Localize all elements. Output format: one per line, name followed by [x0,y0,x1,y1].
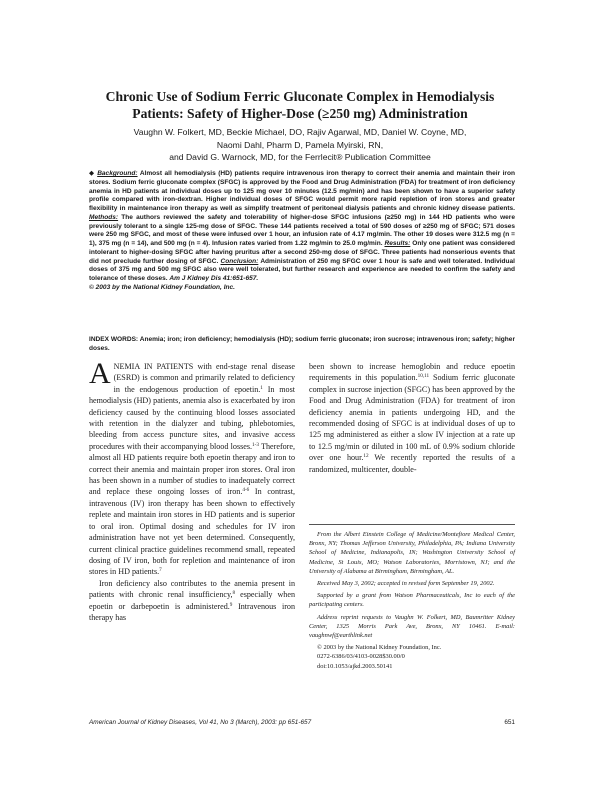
page-footer [89,718,515,727]
results-text: Only one patient was considered intolerant to higher-dosing SFGC after having pruritus after a second 250-mg dose of SFGC. Three patients had nonserious events that did not preclude further dosing of SFGC. [89,240,516,265]
author-list [60,126,540,164]
abstract-bullet-icon: ◆ [89,170,95,177]
body-left-column [89,357,296,623]
body-paragraph-3 [309,361,515,475]
body-paragraph-1 [89,357,295,578]
body-text: We recently reported the results of a randomized, multicenter, double- [309,453,515,474]
footnote-support: Supported by a grant from Watson Pharmaceuticals, Inc to each of the participating centers. [309,592,515,609]
article-title [60,88,540,122]
footnote-copyright: © 2003 by the National Kidney Foundation, Inc. [317,644,442,652]
body-text: Iron deficiency also contributes to the anemia present in patients with chronic renal insufficiency, [89,578,295,600]
footnote-doi: doi:10.1053/ajkd.2003.50141 [317,662,393,670]
abstract [89,170,515,293]
background-text: Almost all hemodialysis (HD) patients require intravenous iron therapy to correct their anemia and maintain their iron stores. Sodium ferric gluconate complex (SFGC) is approved by the Food and Drug Administration (FDA) for treatment of iron deficiency anemia in HD patients at individual doses up to 125 mg over 10 minutes (12.5 mg/min) and has been shown to have a superior safety profile compared with iron-dextran. Higher individual doses of SFGC would permit more rapid repletion of iron stores and greater flexibility in maintenance iron therapy as well as simplify treatment of peritoneal dialysis patients and chronic kidney disease patients. [89,170,515,212]
body-text: In most hemodialysis (HD) patients, anemia also is exacerbated by iron deficiency caused by the continuing blood losses associated with retention in the dialyzer and tubing, phlebotomies, bleeding from access puncture sites, and invasive access procedures with their accompanying blood losses. [89,384,295,451]
conclusion-text: Administration of 250 mg SFGC over 1 hour is safe and well tolerated. Individual doses of 375 mg and 500 mg SFGC also were well tolerated, but further research and experience are needed to confirm the safety and tolerance of these doses. [89,257,516,282]
body-right-column [309,361,515,475]
footnote-reprints: Address reprint requests to Vaughn W. Folkert, MD, Baumritter Kidney Center, 1325 Morris Park Ave, Bronx, NY 10461. E-mail: vaughnwf@earthlink.net [309,613,515,640]
citation-ref: 8 [232,590,236,597]
index-words-text: Anemia; iron; iron deficiency; hemodialysis (HD); sodium ferric gluconate; iron sucrose; intravenous iron; safety; higher doses. [89,336,515,352]
footnote-divider [309,524,515,525]
abstract-citation: Am J Kidney Dis 41:651-657. [169,275,259,282]
author-line-2: Naomi Dahl, Pharm D, Pamela Myirski, RN, [216,139,384,150]
body-text: been shown to increase hemoglobin and reduce epoetin requirements in this population. [309,362,515,383]
results-heading: Results: [384,240,411,247]
body-text: especially when epoetin or darbepoetin is administered. [89,590,295,611]
index-words [89,336,515,354]
body-text: NEMIA IN PATIENTS with end-stage renal disease (ESRD) is common and primarily related to deficiency in the endogenous production of epoetin. [113,362,295,394]
article-title-line-1: Chronic Use of Sodium Ferric Gluconate Complex in Hemodialysis [105,89,495,104]
citation-ref: 9 [229,601,233,608]
author-line-1: Vaughn W. Folkert, MD, Beckie Michael, DO, Rajiv Agarwal, MD, Daniel W. Coyne, MD, [133,127,467,137]
conclusion-heading: Conclusion: [220,257,259,265]
citation-ref: 10,11 [417,373,430,380]
methods-text: The authors reviewed the safety and tolerability of higher-dose SFGC infusions (≥250 mg) in 144 HD patients who were previously tolerant to a single 125-mg dose of SFGC. These 144 patients received a total of 590 doses of ≥250 mg of SFGC; 571 doses were 250 mg SFGC, and most of these were infused over 1 hour, an infusion rate of 4.17 mg/min. The other 19 doses were 312.5 mg (n = 1), 375 mg (n = 14), and 500 mg (n = 4). Infusion rates varied from 1.22 mg/min to 25.0 mg/min. [89,213,515,247]
body-text: Therefore, almost all HD patients require both epoetin therapy and iron to correct their anemia and maintain proper iron stores. Oral iron has been shown in a number of studies to inadequately correct and replace these ongoing losses of iron. [89,441,295,497]
footnotes [309,530,515,671]
journal-citation: American Journal of Kidney Diseases, Vol 41, No 3 (March), 2003: pp 651-657 [89,719,312,726]
article-title-line-2: Patients: Safety of Higher-Dose (≥250 mg) Administration [132,106,468,121]
footnote-received: Received May 3, 2002; accepted in revised form September 19, 2002. [317,580,495,588]
body-text: In contrast, intravenous (IV) iron therapy has been shown to effectively replete and maintain iron stores in HD patients and is superior to oral iron. Optimal dosing and schedules for IV iron administration have not yet been determined. Consequently, current clinical practice guidelines recommend small, repeated dosing of IV iron, both for repletion and maintenance of iron stores in HD patients. [89,487,295,577]
body-text: Sodium ferric gluconate complex in sucrose injection (SFGC) has been approved by the Food and Drug Administration (FDA) for treatment of iron deficiency anemia in patients undergoing HD, and the recommended dosing of SFGC is at individual doses of up to 125 mg administered as either a slow IV injection at a rate up to 12.5 mg/min or diluted in 100 mL of 0.9% sodium chloride over one hour. [309,373,515,463]
body-paragraph-2 [89,578,295,624]
footnote-affiliations: From the Albert Einstein College of Medicine/Montefiore Medical Center, Bronx, NY; Thomas Jefferson University, Philadelphia, PA; Indiana University School of Medicine, Indianapolis, IN; Washington University School of Medicine, St Louis, MO; Watson Laboratories, Morristown, NJ; and the University of Alabama at Birmingham, Birmingham, AL. [309,531,515,575]
citation-ref: 12 [363,453,369,460]
citation-ref: 1-3 [252,441,259,448]
citation-ref: 1 [260,384,263,391]
body-text: Intravenous iron therapy has [89,601,296,622]
citation-ref: 7 [159,567,162,574]
footnote-issn: 0272-6386/03/4103-0028$30.00/0 [317,653,405,661]
citation-ref: 4-6 [242,487,250,494]
author-line-3: and David G. Warnock, MD, for the Ferrlecit® Publication Committee [169,152,431,163]
abstract-copyright: © 2003 by the National Kidney Foundation, Inc. [89,283,235,291]
methods-heading: Methods: [89,213,119,221]
page-number: 651 [504,719,515,726]
index-words-label: INDEX WORDS: [89,336,139,343]
background-heading: Background: [97,170,138,177]
drop-cap: A [89,357,111,390]
